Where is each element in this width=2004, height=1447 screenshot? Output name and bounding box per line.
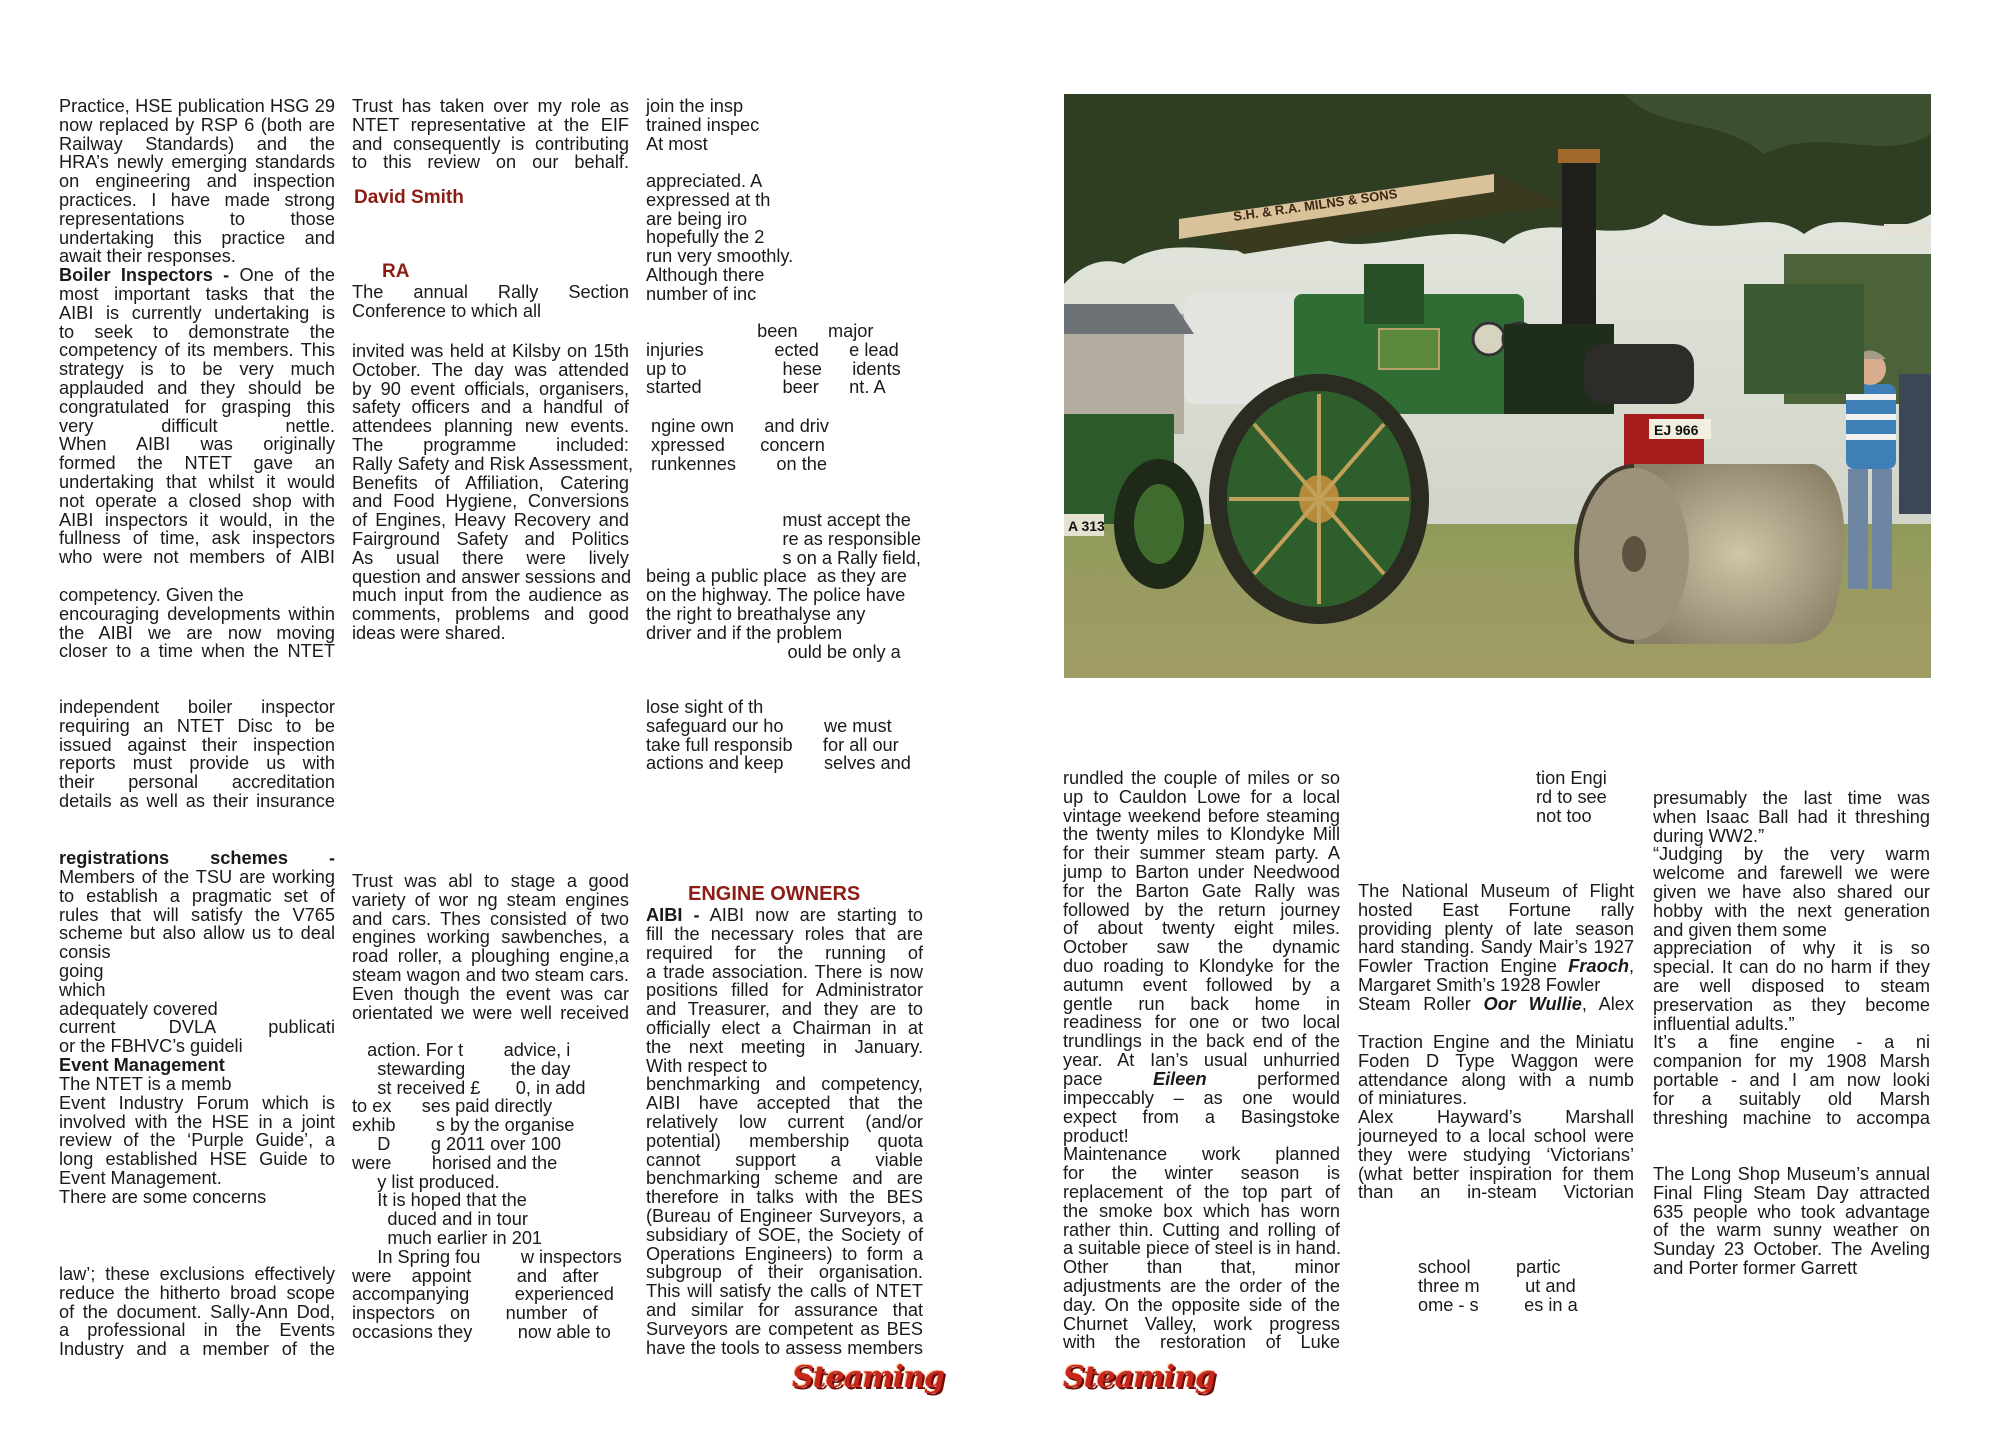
text-line: steam wagon and two steam cars. bbox=[352, 964, 629, 985]
text-line: of Engines, Heavy Recovery and bbox=[352, 510, 629, 531]
l3-block-a bbox=[646, 97, 923, 153]
text-line: There are some concerns bbox=[59, 1186, 267, 1207]
text-line: a suitable piece of steel is in hand. bbox=[1063, 1238, 1342, 1259]
l1-boiler-first: One of the bbox=[229, 265, 335, 285]
text-line: and Treasurer, and they are to bbox=[646, 999, 923, 1020]
text-line: reports must provide us with bbox=[59, 753, 335, 774]
text-line: closer to a time when the NTET bbox=[59, 641, 335, 662]
text-line: AIBI inspectors it would, in the bbox=[59, 509, 335, 530]
text-line: relatively low current (and/or bbox=[646, 1111, 923, 1132]
text-line: re as responsible bbox=[646, 528, 921, 549]
text-line: The programme included: bbox=[352, 434, 629, 455]
text-line: safety officers and a handful of bbox=[352, 397, 629, 418]
text-line: expect from a Basingstoke bbox=[1063, 1106, 1340, 1127]
text-line: duo roading to Klondyke for the bbox=[1063, 955, 1340, 976]
text-line: ngine own and driv bbox=[646, 416, 829, 436]
text-line: vintage weekend before steaming bbox=[1063, 805, 1340, 826]
text-line: to ex ses paid directly bbox=[352, 1096, 553, 1117]
text-line: adequately covered bbox=[59, 998, 218, 1019]
text-line: Event Industry Forum which is bbox=[59, 1092, 335, 1113]
text-line: AIBI is currently undertaking is bbox=[59, 302, 335, 323]
text-line: number of inc bbox=[646, 283, 757, 304]
text-line: As usual there were lively bbox=[352, 547, 629, 568]
text-line: been major bbox=[646, 321, 874, 341]
text-line: actions and keep selves and bbox=[646, 753, 911, 774]
text-line: road roller, a ploughing engine,a bbox=[352, 946, 629, 967]
text-line: HRA’s newly emerging standards bbox=[59, 152, 335, 173]
text-line: undertaking this practice and bbox=[59, 227, 335, 248]
r2-block-b bbox=[1358, 882, 1634, 957]
text-line: influential adults.” bbox=[1653, 1013, 1795, 1034]
text-line: s on a Rally field, bbox=[646, 547, 921, 568]
text-line: adjustments are the order of the bbox=[1063, 1275, 1340, 1296]
aibi-heading: AIBI - bbox=[646, 905, 700, 925]
l3-block-f bbox=[646, 698, 923, 773]
text-line: take full responsib for all our bbox=[646, 734, 899, 755]
text-line: exhib s by the organise bbox=[352, 1115, 575, 1136]
text-line: given we have also shared our bbox=[1653, 881, 1930, 902]
text-line: join the insp bbox=[646, 96, 744, 116]
text-line: benchmarking scheme and are bbox=[646, 1168, 923, 1189]
text-line: much input from the audience as bbox=[352, 585, 629, 606]
text-line: on engineering and inspection bbox=[59, 171, 335, 192]
text-line: Practice, HSE publication HSG 29 bbox=[59, 96, 335, 116]
text-line: the right to breathalyse any bbox=[646, 603, 866, 624]
event-management-heading: Event Management bbox=[59, 1055, 225, 1075]
steaming-logo-left: Steaming bbox=[792, 1360, 944, 1395]
text-line: attendance along with a numb bbox=[1358, 1069, 1634, 1090]
text-line: Event Management. bbox=[59, 1167, 222, 1188]
r2-oorwullie-line bbox=[1358, 995, 1634, 1014]
text-line: The NTET is a memb bbox=[59, 1074, 232, 1094]
text-line: and Food Hygiene, Conversions bbox=[352, 491, 629, 512]
r2-block-a bbox=[1536, 769, 1634, 825]
engine-name-fraoch: Fraoch bbox=[1568, 956, 1629, 976]
text-line: welcome and farewell we were bbox=[1653, 863, 1930, 884]
text-line: comments, problems and good bbox=[352, 604, 629, 625]
text-line: competency of its members. This bbox=[59, 340, 335, 361]
text-line: issued against their inspection bbox=[59, 734, 335, 755]
text-line: variety of wor ng steam engines bbox=[352, 889, 629, 910]
text-line: requiring an NTET Disc to be bbox=[59, 715, 335, 736]
wheel-spokes bbox=[1229, 394, 1409, 604]
l1-block-a bbox=[59, 97, 335, 266]
text-line: a trade association. There is now bbox=[646, 961, 923, 982]
text-line: up to Cauldon Lowe for a local bbox=[1063, 786, 1340, 807]
text-line: 635 people who took advantage bbox=[1653, 1201, 1930, 1222]
text-line: run very smoothly. bbox=[646, 246, 794, 267]
text-line: than an in-steam Victorian bbox=[1358, 1182, 1634, 1203]
text-line: congratulated for grasping this bbox=[59, 396, 335, 417]
text-line: of miniatures. bbox=[1358, 1088, 1468, 1109]
engine-owners-heading: ENGINE OWNERS bbox=[688, 883, 861, 905]
text-line: y list produced. bbox=[352, 1171, 500, 1192]
text-line: stewarding the day bbox=[352, 1058, 571, 1079]
text-line: were horised and the bbox=[352, 1152, 558, 1173]
text-line: reduce the hitherto broad scope bbox=[59, 1282, 335, 1303]
text-line: runkennes on the bbox=[646, 453, 827, 474]
text-line: encouraging developments within bbox=[59, 603, 335, 624]
text-line: most important tasks that the bbox=[59, 284, 335, 304]
text-line: the twenty miles to Klondyke Mill bbox=[1063, 824, 1340, 845]
text-line: hopefully the 2 bbox=[646, 227, 765, 248]
text-line: up to hese idents bbox=[646, 358, 901, 379]
text-line: expressed at th bbox=[646, 189, 771, 210]
text-line: trundlings in the back end of the bbox=[1063, 1031, 1340, 1052]
text-line: strategy is to be very much bbox=[59, 359, 335, 380]
l2-block-c bbox=[352, 341, 634, 643]
r2-fraoch-pre: Fowler Traction Engine bbox=[1358, 956, 1569, 976]
text-line: the next meeting in January. bbox=[646, 1036, 923, 1057]
text-line: to establish a pragmatic set of bbox=[59, 885, 335, 906]
text-line: invited was held at Kilsby on 15th bbox=[352, 341, 629, 361]
text-line: Foden D Type Waggon were bbox=[1358, 1050, 1634, 1071]
r2-fraoch-post: , bbox=[1628, 956, 1634, 976]
l3-aibi-first-text: AIBI now are starting to bbox=[699, 905, 923, 925]
text-line: engines working sawbenches, a bbox=[352, 927, 629, 948]
text-line: safeguard our ho we must bbox=[646, 715, 892, 736]
text-line: of about twenty eight miles. bbox=[1063, 918, 1340, 939]
text-line: Members of the TSU are working bbox=[59, 867, 335, 887]
text-line: to this review on our behalf. bbox=[352, 152, 629, 173]
text-line: Other than that, minor bbox=[1063, 1257, 1340, 1278]
text-line: Railway Standards) and the bbox=[59, 133, 335, 154]
text-line: companion for my 1908 Marsh bbox=[1653, 1051, 1930, 1072]
text-line: very difficult nettle. bbox=[59, 415, 335, 436]
text-line: st received £ 0, in add bbox=[352, 1077, 586, 1098]
l3-block-b bbox=[646, 172, 923, 304]
text-line: At most bbox=[646, 133, 708, 154]
text-line: for the winter season is bbox=[1063, 1163, 1340, 1184]
text-line: rather thin. Cutting and rolling of bbox=[1063, 1219, 1340, 1240]
text-line: review of the ‘Purple Guide’, a bbox=[59, 1130, 335, 1151]
l1-block-b bbox=[59, 285, 335, 567]
text-line: and similar for assurance that bbox=[646, 1299, 923, 1320]
text-line: journeyed to a local school were bbox=[1358, 1125, 1634, 1146]
plate-ej966: EJ 966 bbox=[1654, 422, 1699, 438]
text-line: orientated we were well received bbox=[352, 1002, 629, 1023]
text-line: practices. I have made strong bbox=[59, 189, 335, 210]
l1-block-c bbox=[59, 586, 335, 661]
text-line: day. On the opposite side of the bbox=[1063, 1294, 1340, 1315]
text-line: not too bbox=[1536, 805, 1592, 826]
text-line: It is hoped that the bbox=[352, 1190, 527, 1211]
text-line: law’; these exclusions effectively bbox=[59, 1264, 335, 1284]
engine-name-eileen: Eileen bbox=[1152, 1069, 1207, 1089]
text-line: impeccably – as one would bbox=[1063, 1088, 1340, 1108]
text-line: when Isaac Ball had it threshing bbox=[1653, 806, 1930, 827]
text-line: October. The day was attended bbox=[352, 359, 629, 380]
text-line: representations to those bbox=[59, 208, 335, 229]
text-line: xpressed concern bbox=[646, 434, 825, 455]
text-line: This will satisfy the calls of NTET bbox=[646, 1281, 923, 1302]
text-line: duced and in tour bbox=[352, 1209, 528, 1230]
l1-registrations bbox=[59, 849, 335, 868]
text-line: NTET representative at the EIF bbox=[352, 114, 629, 135]
text-line: trained inspec bbox=[646, 114, 760, 135]
text-line: officially elect a Chairman in at bbox=[646, 1017, 923, 1038]
steaming-logo-right: Steaming bbox=[1063, 1360, 1215, 1395]
text-line: were appoint and after bbox=[352, 1265, 599, 1286]
r1-pace-pre: pace bbox=[1063, 1069, 1153, 1089]
text-line: Benefits of Affiliation, Catering bbox=[352, 472, 629, 493]
text-line: fill the necessary roles that are bbox=[646, 924, 923, 944]
steam-roller-illustration bbox=[1064, 94, 1931, 678]
text-line: or the FBHVC’s guideli bbox=[59, 1036, 243, 1057]
text-line: current DVLA publicati bbox=[59, 1017, 335, 1038]
text-line: “Judging by the very warm bbox=[1653, 844, 1930, 865]
text-line: benchmarking and competency, bbox=[646, 1074, 923, 1095]
text-line: (Bureau of Engineer Surveyors, a bbox=[646, 1205, 923, 1226]
l3-block-e bbox=[646, 511, 923, 661]
text-line: tion Engi bbox=[1536, 768, 1607, 788]
text-line: subgroup of their organisation. bbox=[646, 1262, 923, 1283]
l1-block-f bbox=[59, 1075, 335, 1207]
text-line: The annual Rally Section bbox=[352, 282, 629, 302]
text-line: details as well as their insurance bbox=[59, 790, 335, 811]
text-line: replacement of the top part of bbox=[1063, 1181, 1340, 1202]
text-line: they were studying ‘Victorians’ bbox=[1358, 1144, 1634, 1165]
text-line: Traction Engine and the Miniatu bbox=[1358, 1032, 1634, 1052]
text-line: have the tools to assess members bbox=[646, 1337, 923, 1358]
text-line: In Spring fou w inspectors bbox=[352, 1246, 622, 1267]
r2-block-c bbox=[1358, 1033, 1634, 1202]
text-line: action. For t advice, i bbox=[352, 1040, 571, 1060]
text-line: Trust was abl to stage a good bbox=[352, 871, 629, 891]
l1-block-g bbox=[59, 1265, 335, 1359]
text-line: of the warm sunny weather on bbox=[1653, 1220, 1930, 1241]
text-line: await their responses. bbox=[59, 246, 236, 267]
text-line: formed the NTET gave an bbox=[59, 453, 335, 474]
text-line: The Long Shop Museum’s annual bbox=[1653, 1164, 1930, 1184]
text-line: on the highway. The police have bbox=[646, 585, 906, 606]
l1-event-head bbox=[59, 1056, 335, 1075]
l2-block-d bbox=[352, 872, 629, 1022]
text-line: The National Museum of Flight bbox=[1358, 881, 1634, 901]
text-line: competency. Given the bbox=[59, 585, 244, 605]
ra-heading: RA bbox=[382, 261, 410, 282]
text-line: much earlier in 201 bbox=[352, 1227, 543, 1248]
text-line: preservation as they become bbox=[1653, 994, 1930, 1015]
text-line: lose sight of th bbox=[646, 697, 764, 717]
text-line: scheme but also allow us to deal bbox=[59, 923, 335, 944]
text-line: the smoke box which has worn bbox=[1063, 1200, 1340, 1221]
text-line: to seek to demonstrate the bbox=[59, 321, 335, 342]
registrations-heading: registrations schemes - bbox=[59, 848, 335, 868]
text-line: not operate a closed shop with bbox=[59, 490, 335, 511]
text-line: consis bbox=[59, 942, 111, 963]
text-line: Surveyors are competent as BES bbox=[646, 1318, 923, 1339]
r1-eileen-line bbox=[1063, 1070, 1340, 1089]
text-line: special. It can do no harm if they bbox=[1653, 957, 1930, 978]
text-line: positions filled for Administrator bbox=[646, 980, 923, 1001]
engine-name-oor-wullie: Oor Wullie bbox=[1483, 994, 1582, 1014]
steam-roller-photo bbox=[1064, 94, 1931, 678]
r2-wullie-pre: Steam Roller bbox=[1358, 994, 1484, 1014]
l2-block-e bbox=[352, 1041, 629, 1342]
boiler-inspectors-heading: Boiler Inspectors - bbox=[59, 265, 230, 285]
text-line: now replaced by RSP 6 (both are bbox=[59, 114, 335, 135]
text-line: and Porter former Garrett bbox=[1653, 1257, 1858, 1278]
text-line: and cars. Thes consisted of two bbox=[352, 908, 629, 929]
text-line: providing plenty of late season bbox=[1358, 918, 1634, 939]
text-line: involved with the HSE in a joint bbox=[59, 1111, 335, 1132]
l3-block-c bbox=[646, 322, 923, 397]
text-line: Although there bbox=[646, 264, 765, 285]
text-line: potential) membership quota bbox=[646, 1130, 923, 1151]
text-line: followed by the return journey bbox=[1063, 899, 1340, 920]
text-line: hosted East Fortune rally bbox=[1358, 899, 1634, 920]
text-line: AIBI have accepted that the bbox=[646, 1093, 923, 1114]
text-line: injuries ected e lead bbox=[646, 339, 899, 360]
text-line: year. At Ian’s usual unhurried bbox=[1063, 1049, 1340, 1070]
r1-pace-post: performed bbox=[1206, 1069, 1340, 1089]
r3-block-b bbox=[1653, 1165, 1930, 1278]
l2-block-a bbox=[352, 97, 629, 172]
text-line: Final Fling Steam Day attracted bbox=[1653, 1182, 1930, 1203]
l3-block-g bbox=[646, 925, 923, 1357]
text-line: D g 2011 over 100 bbox=[352, 1133, 561, 1154]
text-line: with the restoration of Luke bbox=[1063, 1332, 1340, 1353]
text-line: long established HSE Guide to bbox=[59, 1149, 335, 1170]
text-line: (what better inspiration for them bbox=[1358, 1163, 1634, 1184]
text-line: their personal accreditation bbox=[59, 772, 335, 793]
text-line: Trust has taken over my role as bbox=[352, 96, 629, 116]
text-line: gentle run back home in bbox=[1063, 993, 1340, 1014]
l1-boiler-para bbox=[59, 266, 335, 285]
text-line: must accept the bbox=[646, 510, 911, 530]
text-line: It’s a fine engine - a ni bbox=[1653, 1032, 1930, 1053]
r2-margaret-line bbox=[1358, 976, 1634, 995]
text-line: Industry and a member of the bbox=[59, 1339, 335, 1360]
text-line: applauded and they should be bbox=[59, 377, 335, 398]
text-line: question and answer sessions and bbox=[352, 566, 632, 587]
text-line: started beer nt. A bbox=[646, 377, 886, 398]
l3-aibi-first bbox=[646, 906, 923, 925]
text-line: three m ut and bbox=[1418, 1275, 1576, 1296]
r1-block-b bbox=[1063, 1089, 1340, 1352]
text-line: driver and if the problem bbox=[646, 622, 843, 643]
text-line: ould be only a bbox=[646, 641, 901, 662]
r2-block-d bbox=[1418, 1258, 1634, 1314]
text-line: occasions they now able to bbox=[352, 1321, 611, 1342]
text-line: are being iro bbox=[646, 208, 748, 229]
r3-block-a bbox=[1653, 789, 1930, 1127]
text-line: who were not members of AIBI bbox=[59, 547, 335, 568]
text-line: ome - s es in a bbox=[1418, 1294, 1578, 1315]
text-line: are well disposed to steam bbox=[1653, 975, 1930, 996]
r2-fraoch-line bbox=[1358, 957, 1634, 976]
l3-block-d bbox=[646, 417, 923, 473]
text-line: required for the running of bbox=[646, 942, 923, 963]
text-line: therefore in talks with the BES bbox=[646, 1187, 923, 1208]
text-line: accompanying experienced bbox=[352, 1284, 614, 1305]
text-line: Rally Safety and Risk Assessment, bbox=[352, 453, 634, 474]
text-line: jump to Barton under Needwood bbox=[1063, 861, 1340, 882]
text-line: readiness for one or two local bbox=[1063, 1012, 1340, 1033]
text-line: going bbox=[59, 960, 104, 981]
text-line: inspectors on number of bbox=[352, 1303, 598, 1324]
text-line: hard standing. Sandy Mair’s 1927 bbox=[1358, 937, 1634, 958]
text-line: the AIBI we are now moving bbox=[59, 622, 335, 643]
text-line: threshing machine to accompa bbox=[1653, 1107, 1930, 1128]
text-line: fullness of time, ask inspectors bbox=[59, 528, 335, 549]
text-line: product! bbox=[1063, 1125, 1129, 1146]
text-line: for a suitably old Marsh bbox=[1653, 1088, 1930, 1109]
text-line: hobby with the next generation bbox=[1653, 900, 1930, 921]
text-line: and given them some bbox=[1653, 919, 1827, 940]
text-line: appreciated. A bbox=[646, 171, 763, 191]
r1-block-a bbox=[1063, 769, 1340, 1070]
text-line: undertaking that whilst it would bbox=[59, 471, 335, 492]
text-line: portable - and I am now looki bbox=[1653, 1069, 1930, 1090]
text-line: school partic bbox=[1418, 1257, 1561, 1277]
text-line: Conference to which all bbox=[352, 300, 542, 321]
text-line: rd to see bbox=[1536, 786, 1607, 807]
canopy-text: S.H. & R.A. MILNS & SONS bbox=[1232, 186, 1399, 224]
text-line: Even though the event was car bbox=[352, 983, 629, 1004]
text-line: Operations Engineers) to form a bbox=[646, 1243, 923, 1264]
text-line: Churnet Valley, work progress bbox=[1063, 1313, 1340, 1334]
text-line: Fairground Safety and Politics bbox=[352, 528, 629, 549]
text-line: rules that will satisfy the V765 bbox=[59, 904, 335, 925]
text-line: and consequently is contributing bbox=[352, 133, 629, 154]
text-line: autumn event followed by a bbox=[1063, 974, 1340, 995]
plate-a313: A 313 bbox=[1068, 518, 1105, 534]
text-line: during WW2.” bbox=[1653, 825, 1765, 846]
text-line: attendees planning new events. bbox=[352, 416, 629, 437]
text-line: Maintenance work planned bbox=[1063, 1144, 1340, 1165]
text-line: presumably the last time was bbox=[1653, 788, 1930, 808]
r2-margaret-text: Margaret Smith’s 1928 Fowler bbox=[1358, 975, 1601, 995]
text-line: by 90 event officials, organisers, bbox=[352, 378, 629, 399]
text-line: appreciation of why it is so bbox=[1653, 938, 1930, 959]
signature-name: David Smith bbox=[354, 187, 464, 208]
r2-wullie-post: , Alex bbox=[1581, 994, 1635, 1014]
text-line: for their summer steam party. A bbox=[1063, 843, 1340, 864]
text-line: being a public place as they are bbox=[646, 566, 907, 587]
text-line: for the Barton Gate Rally was bbox=[1063, 880, 1340, 901]
l1-block-e bbox=[59, 868, 335, 1056]
l2-block-b bbox=[352, 283, 629, 321]
text-line: October saw the dynamic bbox=[1063, 937, 1340, 958]
text-line: independent boiler inspector bbox=[59, 697, 335, 717]
text-line: With respect to bbox=[646, 1055, 768, 1076]
text-line: ideas were shared. bbox=[352, 622, 506, 643]
text-line: rundled the couple of miles or so bbox=[1063, 768, 1340, 788]
text-line: cannot support a viable bbox=[646, 1149, 923, 1170]
text-line: of the document. Sally-Ann Dod, bbox=[59, 1301, 335, 1322]
text-line: When AIBI was originally bbox=[59, 434, 335, 455]
text-line: subsidiary of SOE, the Society of bbox=[646, 1224, 923, 1245]
text-line: Alex Hayward’s Marshall bbox=[1358, 1107, 1634, 1128]
text-line: Sunday 23 October. The Aveling bbox=[1653, 1239, 1930, 1260]
text-line: which bbox=[59, 979, 106, 1000]
text-line: a professional in the Events bbox=[59, 1320, 335, 1341]
l1-block-d bbox=[59, 698, 335, 811]
